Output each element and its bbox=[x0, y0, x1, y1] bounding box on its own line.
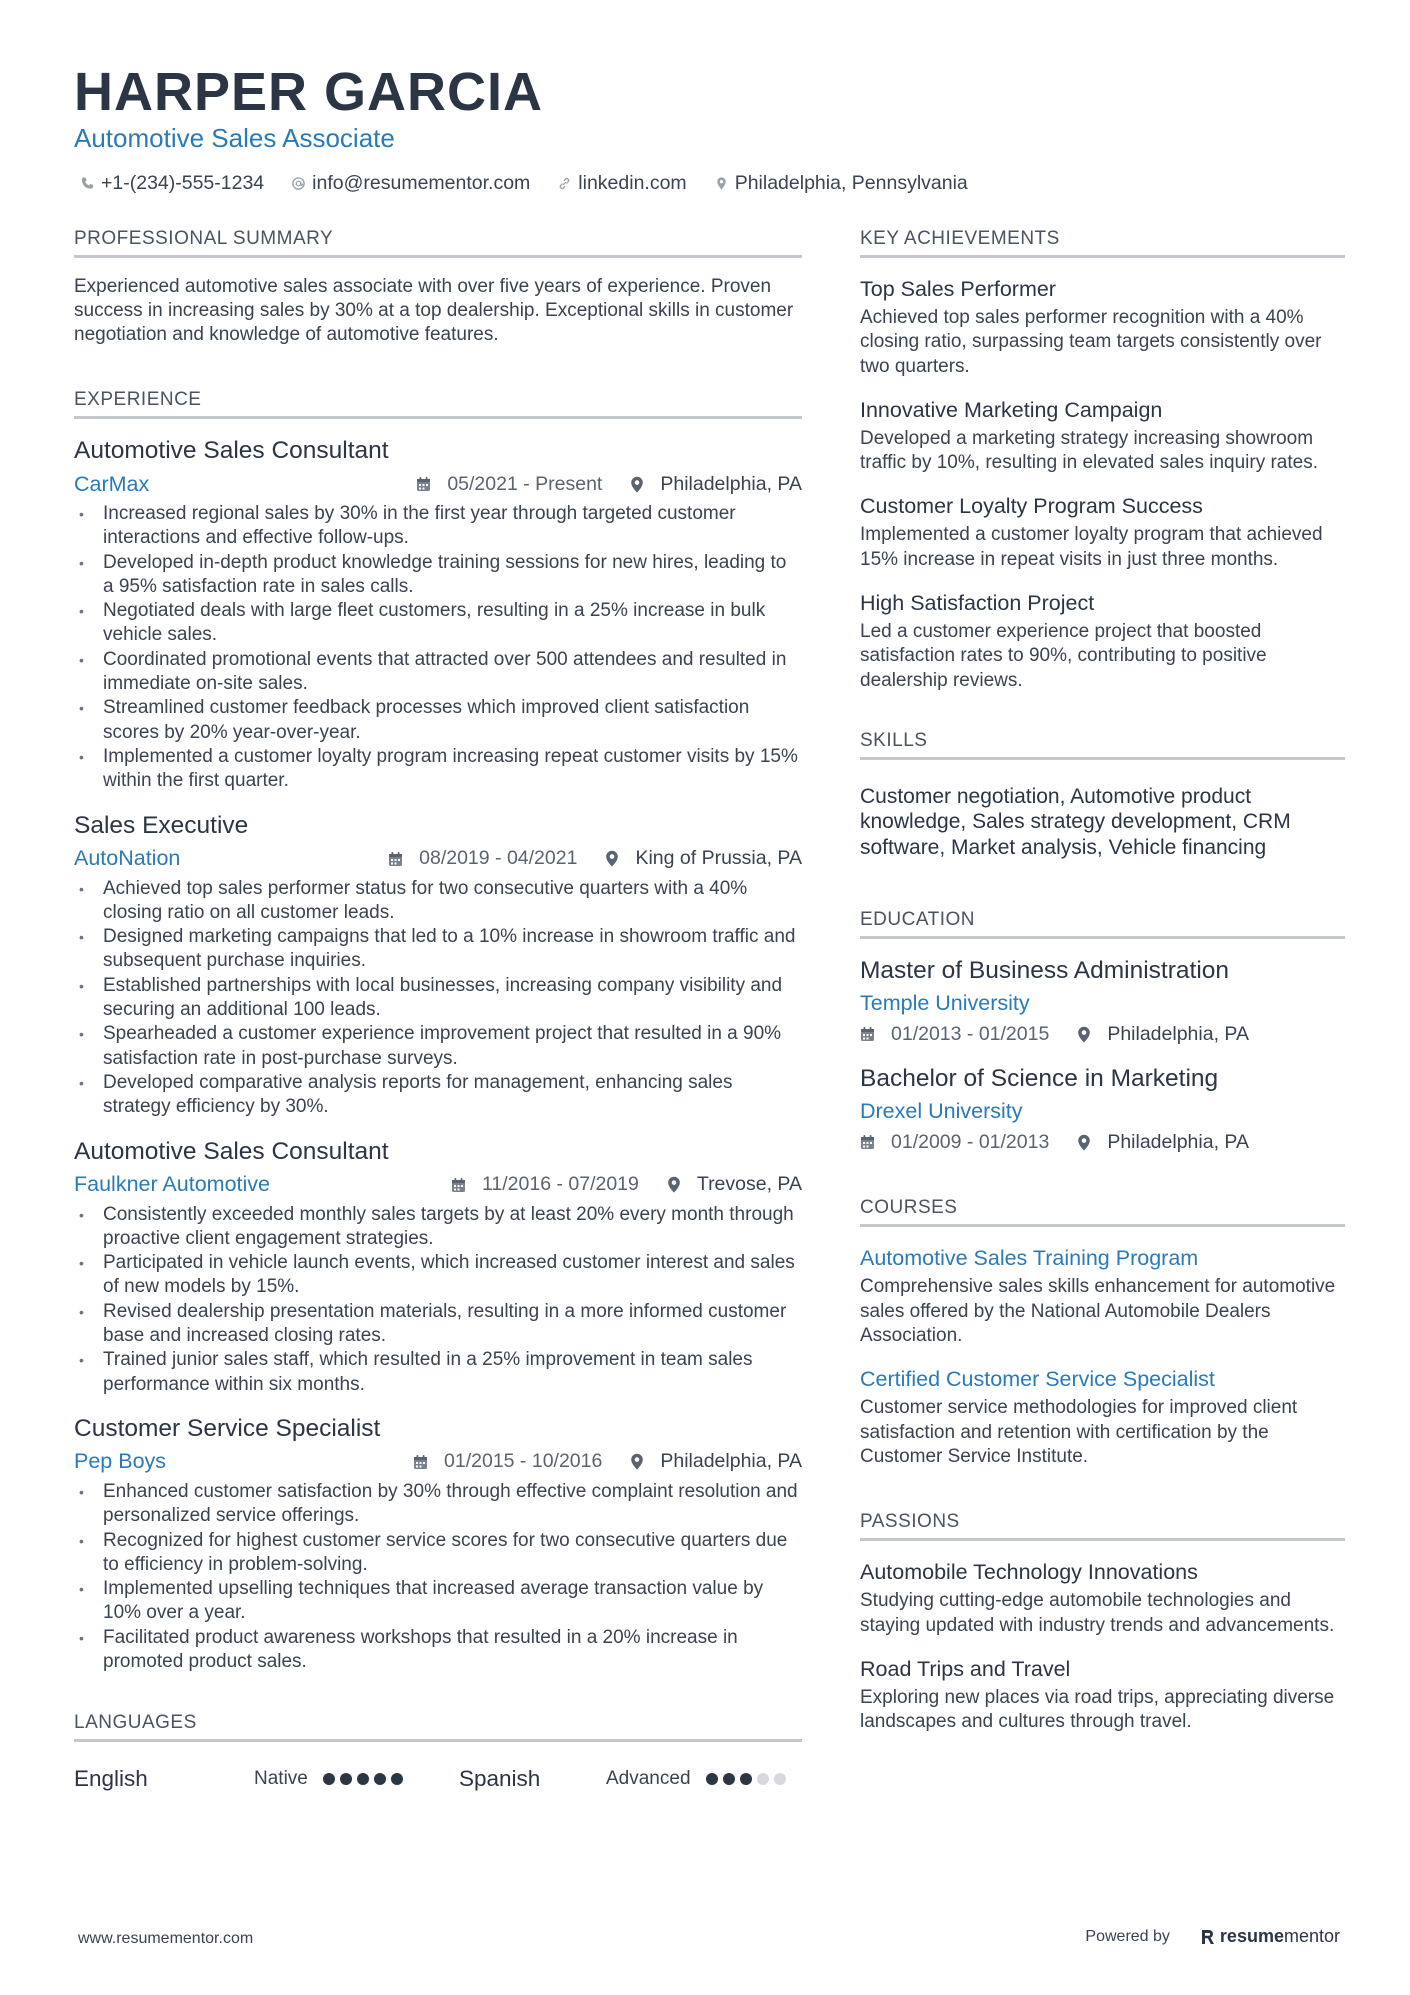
calendar-icon bbox=[388, 851, 411, 867]
job-dates bbox=[451, 1173, 639, 1196]
education-meta bbox=[860, 1129, 1345, 1155]
location-icon bbox=[605, 850, 627, 867]
achievement-item bbox=[860, 589, 1345, 693]
job-bullet: • Achieved top sales performer status for two consecutive quarters with a 40% closing ratio on all customer leads. bbox=[74, 877, 802, 926]
experience-heading: EXPERIENCE bbox=[74, 385, 802, 419]
skills-text: Customer negotiation, Automotive product knowledge, Sales strategy development, CRM software, Market analysis, Vehicle financing bbox=[860, 784, 1291, 859]
job-title: Customer Service Specialist bbox=[74, 1414, 381, 1442]
job-bullet: • Spearheaded a customer experience improvement project that resulted in a 90% satisfaction rate in post-purchase surveys. bbox=[74, 1022, 802, 1071]
job-bullet: • Developed comparative analysis reports for management, enhancing sales strategy efficiency by 30%. bbox=[74, 1071, 802, 1120]
achievements-heading: KEY ACHIEVEMENTS bbox=[860, 224, 1345, 258]
job-bullet: • Developed in-depth product knowledge training sessions for new hires, leading to a 95% satisfaction rate in sales calls. bbox=[74, 551, 802, 600]
language-level: Native bbox=[254, 1768, 308, 1790]
rating-dot bbox=[740, 1773, 752, 1785]
education-dates-text: 01/2013 - 01/2015 bbox=[891, 1022, 1050, 1045]
education-section bbox=[860, 905, 1345, 1155]
job-location bbox=[667, 1173, 802, 1196]
calendar-icon bbox=[451, 1177, 474, 1193]
right-column bbox=[860, 224, 1345, 1734]
courses-list bbox=[860, 1244, 1345, 1469]
job-location-text: Philadelphia, PA bbox=[660, 472, 802, 495]
achievement-item bbox=[860, 492, 1345, 572]
location-icon bbox=[1077, 1026, 1099, 1043]
job-dates-text: 11/2016 - 07/2019 bbox=[482, 1173, 639, 1196]
job-title: Automotive Sales Consultant bbox=[74, 437, 389, 464]
course-item bbox=[860, 1244, 1345, 1348]
achievement-description: Led a customer experience project that boosted satisfaction rates to 90%, contributing to positive dealership reviews. bbox=[860, 621, 1267, 691]
language-rating bbox=[318, 1773, 403, 1785]
skills-heading: SKILLS bbox=[860, 726, 1345, 760]
job-meta bbox=[74, 470, 802, 498]
job-bullets bbox=[74, 1203, 802, 1397]
passion-title: Road Trips and Travel bbox=[860, 1656, 1071, 1681]
passion-description: Studying cutting-edge automobile technologies and staying updated with industry trends and advancements. bbox=[860, 1590, 1335, 1636]
education-dates bbox=[860, 1131, 1049, 1154]
job-location bbox=[630, 1450, 802, 1473]
experience-section bbox=[74, 385, 802, 1674]
job-dates-text: 05/2021 - Present bbox=[447, 472, 603, 495]
job-meta bbox=[74, 1171, 802, 1199]
job-dates bbox=[416, 473, 602, 496]
job-meta bbox=[74, 1448, 802, 1476]
passion-item bbox=[860, 1655, 1345, 1735]
achievement-item bbox=[860, 396, 1345, 476]
job-bullet: • Consistently exceeded monthly sales targets by at least 20% every month through proactive client engagement strategies. bbox=[74, 1203, 802, 1252]
job-list bbox=[74, 436, 802, 1674]
passions-heading: PASSIONS bbox=[860, 1507, 1345, 1541]
phone-icon bbox=[80, 176, 95, 191]
job-location-text: King of Prussia, PA bbox=[635, 847, 802, 870]
job-title: Sales Executive bbox=[74, 811, 249, 839]
contact-linkedin-text: linkedin.com bbox=[578, 171, 687, 194]
passion-item bbox=[860, 1558, 1345, 1638]
summary-section bbox=[74, 224, 802, 347]
rating-dot bbox=[723, 1773, 735, 1785]
location-icon bbox=[667, 1176, 689, 1193]
achievement-description: Implemented a customer loyalty program that achieved 15% increase in repeat visits in just three months. bbox=[860, 524, 1323, 570]
job-entry bbox=[74, 1137, 802, 1397]
rating-dot bbox=[774, 1773, 786, 1785]
education-location bbox=[1077, 1023, 1249, 1046]
job-location-text: Philadelphia, PA bbox=[660, 1450, 802, 1473]
job-company: Faulkner Automotive bbox=[74, 1172, 270, 1197]
skills-section bbox=[860, 726, 1345, 861]
footer-branding bbox=[1085, 1926, 1340, 1947]
rating-dot bbox=[706, 1773, 718, 1785]
job-bullet: • Negotiated deals with large fleet customers, resulting in a 25% increase in bulk vehicle sales. bbox=[74, 599, 802, 648]
calendar-icon bbox=[413, 1454, 436, 1470]
languages-section bbox=[74, 1708, 802, 1794]
location-icon bbox=[1077, 1134, 1099, 1151]
contact-email-text: info@resumementor.com bbox=[312, 171, 531, 194]
education-location bbox=[1077, 1131, 1249, 1154]
job-dates-text: 01/2015 - 10/2016 bbox=[444, 1450, 603, 1473]
job-dates-text: 08/2019 - 04/2021 bbox=[419, 847, 578, 870]
job-meta-right bbox=[388, 847, 802, 870]
job-entry bbox=[74, 1414, 802, 1674]
job-bullet: • Designed marketing campaigns that led to a 10% increase in showroom traffic and subsequent purchase inquiries. bbox=[74, 925, 802, 974]
passion-title: Automobile Technology Innovations bbox=[860, 1560, 1198, 1585]
course-title: Automotive Sales Training Program bbox=[860, 1246, 1199, 1271]
education-location-text: Philadelphia, PA bbox=[1107, 1130, 1249, 1153]
achievement-title: Top Sales Performer bbox=[860, 277, 1056, 301]
job-bullet: • Increased regional sales by 30% in the first year through targeted customer interactions and effective follow-ups. bbox=[74, 502, 802, 551]
achievement-item bbox=[860, 275, 1345, 379]
candidate-name: HARPER GARCIA bbox=[74, 62, 544, 122]
job-meta-right bbox=[416, 473, 802, 496]
rating-dot bbox=[340, 1773, 352, 1785]
contact-linkedin[interactable] bbox=[557, 172, 686, 195]
achievements-section bbox=[860, 224, 1345, 693]
job-entry bbox=[74, 811, 802, 1120]
job-company: CarMax bbox=[74, 471, 150, 496]
job-bullet: • Implemented a customer loyalty program increasing repeat customer visits by 15% within the first quarter. bbox=[74, 745, 802, 794]
passion-description: Exploring new places via road trips, appreciating diverse landscapes and cultures through travel. bbox=[860, 1686, 1335, 1733]
education-meta bbox=[860, 1021, 1345, 1047]
brand-mark-icon bbox=[1200, 1928, 1216, 1946]
calendar-icon bbox=[860, 1134, 883, 1150]
footer-website[interactable]: www.resumementor.com bbox=[78, 1930, 254, 1947]
education-school: Drexel University bbox=[860, 1099, 1023, 1124]
courses-section bbox=[860, 1193, 1345, 1469]
rating-dot bbox=[391, 1773, 403, 1785]
job-bullets bbox=[74, 502, 802, 794]
job-meta-right bbox=[413, 1450, 802, 1473]
job-bullets bbox=[74, 1480, 802, 1674]
achievement-title: Customer Loyalty Program Success bbox=[860, 494, 1203, 519]
education-dates bbox=[860, 1023, 1049, 1046]
education-dates-text: 01/2009 - 01/2013 bbox=[891, 1130, 1050, 1153]
contact-location bbox=[714, 172, 968, 195]
achievements-list bbox=[860, 275, 1345, 693]
candidate-role: Automotive Sales Associate bbox=[74, 123, 395, 153]
left-column bbox=[74, 224, 802, 1794]
job-company: AutoNation bbox=[74, 846, 181, 871]
contact-email[interactable] bbox=[291, 172, 530, 195]
job-dates bbox=[388, 847, 577, 870]
location-icon bbox=[630, 476, 652, 493]
job-bullet: • Participated in vehicle launch events, which increased customer interest and sales of new models by 15%. bbox=[74, 1251, 802, 1300]
rating-dot bbox=[357, 1773, 369, 1785]
achievement-title: Innovative Marketing Campaign bbox=[860, 397, 1163, 422]
link-icon bbox=[557, 176, 572, 191]
job-meta-right bbox=[451, 1173, 802, 1196]
job-company: Pep Boys bbox=[74, 1449, 167, 1474]
job-bullet: • Revised dealership presentation materials, resulting in a more informed customer base and increased closing rates. bbox=[74, 1300, 802, 1349]
job-bullet: • Streamlined customer feedback processes which improved client satisfaction scores by 20% year-over-year. bbox=[74, 696, 802, 745]
job-title: Automotive Sales Consultant bbox=[74, 1137, 389, 1165]
education-item bbox=[860, 1064, 1345, 1155]
passions-section bbox=[860, 1507, 1345, 1734]
job-bullet: • Implemented upselling techniques that increased average transaction value by 10% over a year. bbox=[74, 1577, 802, 1626]
brand-bold: resume bbox=[1219, 1926, 1284, 1946]
job-meta bbox=[74, 845, 802, 873]
job-location bbox=[630, 473, 802, 496]
email-icon bbox=[291, 176, 306, 191]
job-entry bbox=[74, 436, 802, 794]
location-icon bbox=[630, 1453, 652, 1470]
education-location-text: Philadelphia, PA bbox=[1107, 1022, 1249, 1045]
job-bullet: • Enhanced customer satisfaction by 30% through effective complaint resolution and personalized service offerings. bbox=[74, 1480, 802, 1529]
course-item bbox=[860, 1365, 1345, 1469]
achievement-description: Developed a marketing strategy increasing showroom traffic by 10%, resulting in elevated sales inquiry rates. bbox=[860, 427, 1318, 474]
language-item bbox=[74, 1766, 459, 1792]
contact-location-text: Philadelphia, Pennsylvania bbox=[734, 171, 968, 194]
rating-dot bbox=[757, 1773, 769, 1785]
location-icon bbox=[714, 176, 729, 191]
language-item bbox=[459, 1766, 802, 1792]
course-description: Customer service methodologies for improved client satisfaction and retention with certification by the Customer Service Institute. bbox=[860, 1397, 1298, 1467]
rating-dot bbox=[323, 1773, 335, 1785]
summary-heading: PROFESSIONAL SUMMARY bbox=[74, 224, 802, 258]
job-bullet: • Coordinated promotional events that attracted over 500 attendees and resulted in immediate on-site sales. bbox=[74, 648, 802, 697]
job-location-text: Trevose, PA bbox=[696, 1173, 802, 1196]
language-name: English bbox=[74, 1766, 148, 1792]
contact-bar bbox=[80, 170, 995, 196]
job-bullet: • Trained junior sales staff, which resulted in a 25% improvement in team sales performance within six months. bbox=[74, 1348, 802, 1397]
languages-row bbox=[74, 1764, 802, 1794]
job-bullet: • Established partnerships with local businesses, increasing company visibility and securing an additional 100 leads. bbox=[74, 974, 802, 1023]
education-degree: Bachelor of Science in Marketing bbox=[860, 1065, 1219, 1093]
job-bullet: • Facilitated product awareness workshops that resulted in a 20% increase in promoted product sales. bbox=[74, 1626, 802, 1675]
contact-phone-text: +1-(234)-555-1234 bbox=[101, 171, 265, 194]
brand-logo[interactable] bbox=[1200, 1926, 1340, 1947]
education-list bbox=[860, 956, 1345, 1155]
powered-by-label: Powered by bbox=[1085, 1927, 1170, 1945]
courses-heading: COURSES bbox=[860, 1193, 1345, 1227]
contact-phone bbox=[80, 172, 264, 195]
passions-list bbox=[860, 1558, 1345, 1734]
languages-heading: LANGUAGES bbox=[74, 1708, 802, 1742]
education-school: Temple University bbox=[860, 991, 1030, 1016]
course-title: Certified Customer Service Specialist bbox=[860, 1367, 1215, 1392]
job-bullet: • Recognized for highest customer service scores for two consecutive quarters due to efficiency in problem-solving. bbox=[74, 1529, 802, 1578]
education-heading: EDUCATION bbox=[860, 905, 1345, 939]
job-location bbox=[605, 847, 802, 870]
education-degree: Master of Business Administration bbox=[860, 957, 1230, 985]
brand-rest: mentor bbox=[1283, 1926, 1340, 1946]
achievement-description: Achieved top sales performer recognition with a 40% closing ratio, surpassing team targets consistently over two quarters. bbox=[860, 307, 1322, 377]
summary-text: Experienced automotive sales associate with over five years of experience. Proven success in increasing sales by 30% at a top dealership. Exceptional skills in customer negotiation and knowledge of automotive features. bbox=[74, 276, 794, 345]
job-bullets bbox=[74, 877, 802, 1120]
education-item bbox=[860, 956, 1345, 1047]
language-rating bbox=[701, 1773, 786, 1785]
achievement-title: High Satisfaction Project bbox=[860, 591, 1095, 616]
calendar-icon bbox=[860, 1026, 883, 1042]
calendar-icon bbox=[416, 476, 439, 492]
rating-dot bbox=[374, 1773, 386, 1785]
language-level: Advanced bbox=[606, 1768, 691, 1790]
job-dates bbox=[413, 1450, 602, 1473]
language-name: Spanish bbox=[459, 1766, 541, 1792]
course-description: Comprehensive sales skills enhancement for automotive sales offered by the National Automobile Dealers Association. bbox=[860, 1276, 1336, 1347]
